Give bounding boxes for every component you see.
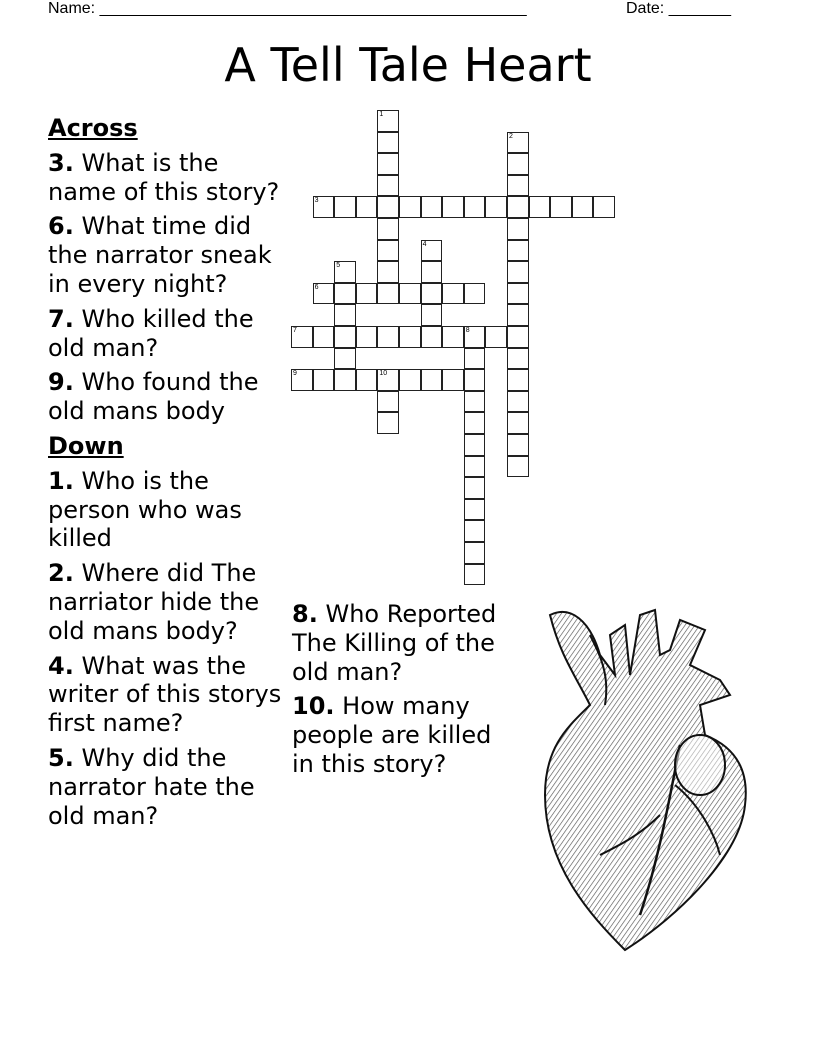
- crossword-cell[interactable]: [572, 196, 594, 218]
- down-heading: Down: [48, 431, 124, 460]
- clue-text: Who Reported The Killing of the old man?: [292, 600, 497, 686]
- cell-number: 2: [509, 132, 513, 140]
- crossword-cell[interactable]: [464, 369, 486, 391]
- crossword-cell[interactable]: [507, 132, 529, 154]
- clue-across-9: [48, 368, 288, 426]
- crossword-cell[interactable]: [377, 283, 399, 305]
- clue-number: 5.: [48, 743, 74, 772]
- clue-text: Who killed the old man?: [48, 304, 254, 362]
- crossword-cell[interactable]: [421, 196, 443, 218]
- crossword-cell[interactable]: [464, 434, 486, 456]
- clue-number: 2.: [48, 559, 74, 588]
- crossword-cell[interactable]: [313, 326, 335, 348]
- clue-across-3: [48, 149, 288, 207]
- clue-down-4: [48, 652, 288, 738]
- clue-number: 9.: [48, 368, 74, 397]
- crossword-cell[interactable]: [421, 369, 443, 391]
- clue-across-6: [48, 212, 288, 298]
- crossword-cell[interactable]: [464, 348, 486, 370]
- clue-down-10: [292, 692, 517, 778]
- crossword-cell[interactable]: [377, 175, 399, 197]
- crossword-cell[interactable]: [442, 196, 464, 218]
- cell-number: 4: [422, 240, 427, 248]
- clue-text: Who found the old mans body: [48, 368, 259, 426]
- crossword-cell[interactable]: [377, 326, 399, 348]
- crossword-cell[interactable]: [334, 283, 356, 305]
- across-heading: Across: [48, 114, 138, 142]
- crossword-cell[interactable]: [334, 369, 356, 391]
- cell-number: 7: [293, 327, 297, 334]
- cell-number: 5: [336, 262, 341, 270]
- crossword-cell[interactable]: [464, 283, 486, 305]
- crossword-cell[interactable]: [507, 196, 529, 218]
- crossword-cell[interactable]: [421, 240, 443, 262]
- anatomical-heart-illustration: [530, 595, 775, 955]
- crossword-cell[interactable]: [485, 196, 507, 218]
- crossword-cell[interactable]: [550, 196, 572, 218]
- crossword-cell[interactable]: [507, 348, 529, 370]
- crossword-cell[interactable]: [507, 434, 529, 456]
- crossword-cell[interactable]: [507, 218, 529, 240]
- crossword-cell[interactable]: [464, 477, 486, 499]
- crossword-cell[interactable]: [356, 196, 378, 218]
- crossword-cell[interactable]: [464, 542, 486, 564]
- crossword-cell[interactable]: [291, 326, 313, 348]
- date-field-label: Date: _______: [626, 0, 731, 17]
- clue-number: 8.: [292, 600, 318, 628]
- clue-number: 4.: [48, 651, 74, 680]
- crossword-cell[interactable]: [507, 261, 529, 283]
- crossword-cell[interactable]: [356, 369, 378, 391]
- clue-number: 3.: [48, 148, 74, 177]
- crossword-cell[interactable]: [464, 412, 486, 434]
- crossword-cell[interactable]: [399, 369, 421, 391]
- crossword-cell[interactable]: [334, 196, 356, 218]
- crossword-cell[interactable]: [399, 326, 421, 348]
- crossword-cell[interactable]: [313, 196, 335, 218]
- crossword-cell[interactable]: [334, 304, 356, 326]
- crossword-cell[interactable]: [464, 499, 486, 521]
- crossword-cell[interactable]: [421, 261, 443, 283]
- crossword-cell[interactable]: [377, 261, 399, 283]
- crossword-cell[interactable]: [313, 283, 335, 305]
- crossword-cell[interactable]: [485, 326, 507, 348]
- crossword-cell[interactable]: [507, 326, 529, 348]
- clue-down-2: [48, 559, 288, 645]
- crossword-cell[interactable]: [377, 153, 399, 175]
- clue-number: 6.: [48, 212, 74, 241]
- clue-text: Who is the person who was killed: [48, 466, 242, 553]
- crossword-cell[interactable]: [507, 391, 529, 413]
- clue-text: Why did the narrator hate the old man?: [48, 743, 255, 830]
- clue-number: 10.: [292, 692, 335, 721]
- page-title: A Tell Tale Heart: [224, 38, 592, 92]
- clue-down-8: [292, 600, 517, 686]
- crossword-cell[interactable]: [399, 196, 421, 218]
- crossword-cell[interactable]: [421, 326, 443, 348]
- crossword-cell[interactable]: [377, 391, 399, 413]
- crossword-cell[interactable]: [442, 283, 464, 305]
- crossword-cell[interactable]: [507, 412, 529, 434]
- crossword-cell[interactable]: [421, 283, 443, 305]
- cell-number: 3: [314, 197, 319, 205]
- cell-number: 9: [293, 370, 297, 378]
- crossword-cell[interactable]: [507, 456, 529, 478]
- crossword-cell[interactable]: [399, 283, 421, 305]
- crossword-cell[interactable]: [507, 175, 529, 197]
- cell-number: 8: [465, 327, 470, 334]
- crossword-cell[interactable]: [313, 369, 335, 391]
- crossword-cell[interactable]: [356, 326, 378, 348]
- clue-down-5: [48, 744, 288, 830]
- clue-number: 7.: [48, 304, 74, 333]
- crossword-cell[interactable]: [507, 304, 529, 326]
- crossword-cell[interactable]: [334, 261, 356, 283]
- clue-text: What was the writer of this storys first name?: [48, 651, 282, 738]
- clue-down-1: [48, 467, 288, 553]
- crossword-cell[interactable]: [377, 218, 399, 240]
- crossword-cell[interactable]: [507, 153, 529, 175]
- crossword-cell[interactable]: [464, 520, 486, 542]
- clue-text: What time did the narrator sneak in every night?: [48, 212, 272, 298]
- crossword-cell[interactable]: [442, 326, 464, 348]
- crossword-cell[interactable]: [377, 412, 399, 434]
- crossword-cell[interactable]: [464, 326, 486, 348]
- clues-left-column: [48, 114, 288, 836]
- clues-right-column: [292, 600, 517, 785]
- crossword-cell[interactable]: [377, 132, 399, 154]
- crossword-cell[interactable]: [377, 196, 399, 218]
- crossword-cell[interactable]: [593, 196, 615, 218]
- crossword-cell[interactable]: [334, 326, 356, 348]
- crossword-cell[interactable]: [464, 391, 486, 413]
- crossword-cell[interactable]: [507, 283, 529, 305]
- crossword-cell[interactable]: [464, 456, 486, 478]
- cell-number: 6: [314, 283, 319, 291]
- clue-text: Where did The narriator hide the old mans body?: [48, 559, 260, 645]
- cell-number: 10: [379, 370, 388, 378]
- crossword-cell[interactable]: [334, 348, 356, 370]
- crossword-cell[interactable]: [442, 369, 464, 391]
- crossword-cell[interactable]: [507, 369, 529, 391]
- crossword-cell[interactable]: [507, 240, 529, 262]
- crossword-cell[interactable]: [377, 110, 399, 132]
- crossword-cell[interactable]: [464, 196, 486, 218]
- clue-number: 1.: [48, 466, 74, 495]
- crossword-cell[interactable]: [377, 369, 399, 391]
- crossword-cell[interactable]: [421, 304, 443, 326]
- clue-across-7: [48, 305, 288, 363]
- cell-number: 1: [379, 111, 384, 118]
- clue-text: How many people are killed in this story?: [292, 692, 492, 778]
- crossword-cell[interactable]: [464, 564, 486, 586]
- crossword-cell[interactable]: [377, 240, 399, 262]
- crossword-cell[interactable]: [356, 283, 378, 305]
- crossword-cell[interactable]: [291, 369, 313, 391]
- crossword-cell[interactable]: [529, 196, 551, 218]
- name-field-label: Name: ________________________________________________: [48, 0, 527, 17]
- clue-text: What is the name of this story?: [48, 148, 280, 206]
